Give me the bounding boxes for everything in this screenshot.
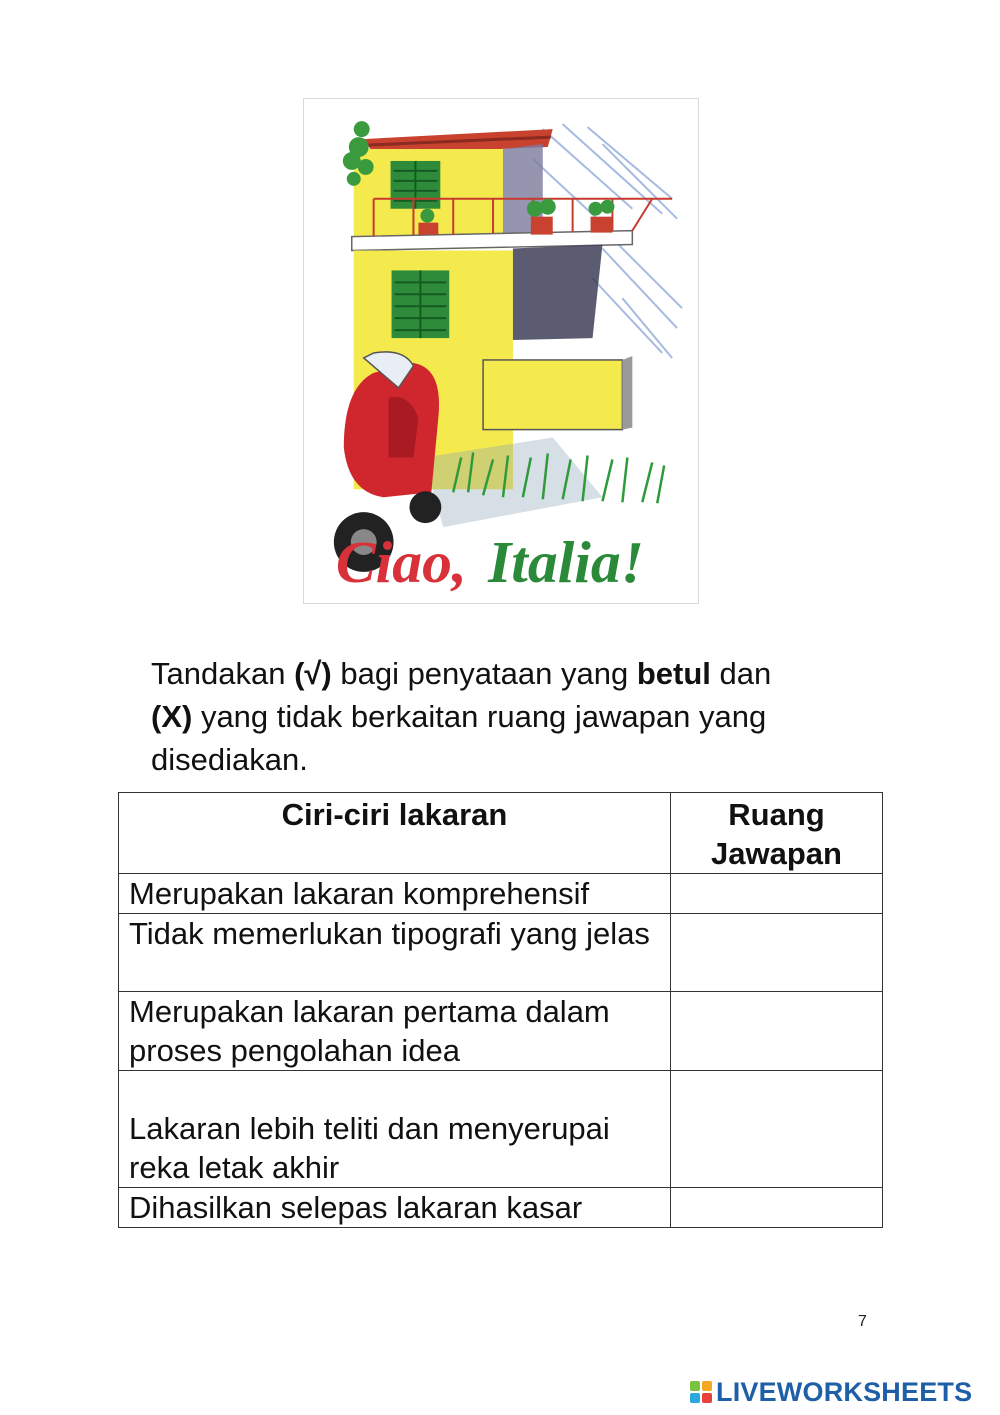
table-row xyxy=(119,1071,883,1188)
instruction-part-3: dan xyxy=(710,656,772,691)
header-ciri-ciri: Ciri-ciri lakaran xyxy=(119,793,671,874)
liveworksheets-logo-icon xyxy=(690,1381,712,1403)
criteria-text: Dihasilkan selepas lakaran kasar xyxy=(119,1188,671,1228)
instruction-part-1: Tandakan xyxy=(151,656,295,691)
criteria-text: Merupakan lakaran komprehensif xyxy=(119,874,671,914)
criteria-text: Merupakan lakaran pertama dalam proses pengolahan idea xyxy=(119,992,671,1071)
brand-name: LIVEWORKSHEETS xyxy=(716,1376,973,1407)
instruction-part-2: bagi penyataan yang xyxy=(331,656,637,691)
page-number: 7 xyxy=(858,1313,867,1330)
table-row xyxy=(119,914,883,992)
table-row xyxy=(119,992,883,1071)
house-scooter-illustration xyxy=(303,98,699,604)
table-row xyxy=(119,874,883,914)
liveworksheets-brand[interactable] xyxy=(690,1377,972,1407)
answer-cell[interactable] xyxy=(671,1188,883,1228)
header-ruang-jawapan: Ruang Jawapan xyxy=(671,793,883,874)
table-header-row xyxy=(119,793,883,874)
criteria-text: Tidak memerlukan tipografi yang jelas xyxy=(119,914,671,992)
bold-word-betul: betul xyxy=(636,656,711,691)
answer-cell[interactable] xyxy=(671,914,883,992)
instruction-text xyxy=(151,652,871,781)
criteria-table xyxy=(118,792,883,1228)
table-row xyxy=(119,1188,883,1228)
instruction-part-4: yang tidak berkaitan ruang jawapan yang disediakan. xyxy=(151,699,767,777)
svg-text:Italia!: Italia! xyxy=(488,528,644,595)
answer-cell[interactable] xyxy=(671,874,883,914)
answer-cell[interactable] xyxy=(671,1071,883,1188)
check-mark-symbol: (√) xyxy=(294,656,332,691)
x-mark-symbol: (X) xyxy=(151,699,193,734)
answer-cell[interactable] xyxy=(671,992,883,1071)
svg-text:Ciao,: Ciao, xyxy=(335,528,467,595)
criteria-text: Lakaran lebih teliti dan menyerupai reka letak akhir xyxy=(119,1071,671,1188)
